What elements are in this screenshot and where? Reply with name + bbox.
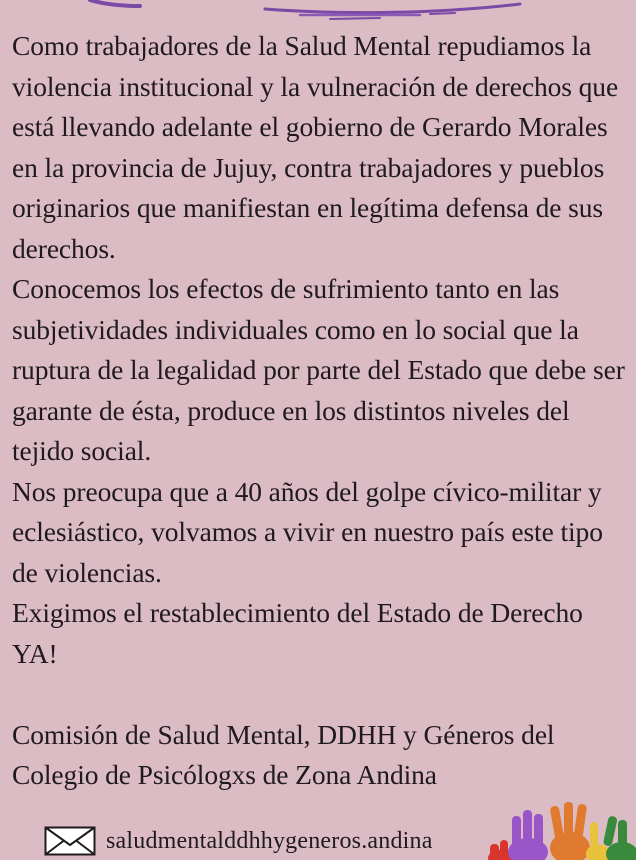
- paragraph-repudio: Como trabajadores de la Salud Mental repudiamos la violencia institucional y la vulneración de derechos que está llevando adelante el gobierno de Gerardo Morales en la provincia de Jujuy, contra trabajadores y pueblos originarios que manifiestan en legítima defensa de sus derechos.: [12, 30, 619, 264]
- contact-line: [44, 824, 433, 858]
- purple-brush-decoration: [0, 0, 636, 24]
- paragraph-efectos: Conocemos los efectos de sufrimiento tanto en las subjetividades individuales como en lo social que la ruptura de la legalidad por parte del Estado que debe ser garante de ésta, produce en los distintos niveles del tejido social.: [12, 273, 625, 466]
- signature: Comisión de Salud Mental, DDHH y Géneros del Colegio de Psicólogxs de Zona Andina: [12, 718, 555, 790]
- paragraph-exigencia: Exigimos el restablecimiento del Estado de Derecho YA!: [12, 597, 583, 669]
- paragraph-preocupacion: Nos preocupa que a 40 años del golpe cívico-militar y eclesiástico, volvamos a vivir en nuestro país este tipo de violencias.: [12, 475, 603, 588]
- painted-hands-decoration: [486, 800, 636, 860]
- email-address[interactable]: saludmentalddhhygeneros.andina: [106, 827, 433, 854]
- spacer: [12, 674, 632, 715]
- envelope-icon: [44, 826, 96, 856]
- statement-text: [12, 26, 632, 796]
